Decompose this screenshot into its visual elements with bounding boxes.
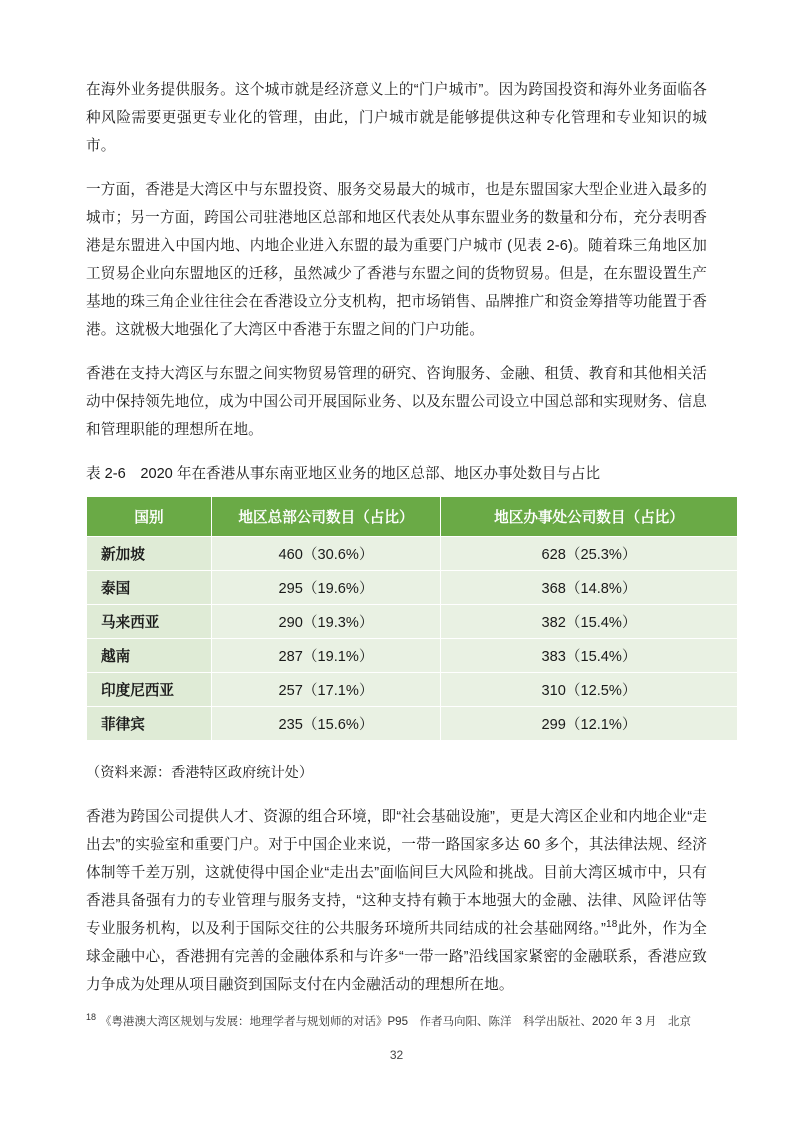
cell-office: 310（12.5%）: [441, 673, 738, 707]
table-header-hq: 地区总部公司数目（占比）: [212, 497, 441, 537]
table-header-row: [87, 497, 738, 537]
cell-country: 泰国: [87, 571, 212, 605]
cell-country: 马来西亚: [87, 605, 212, 639]
cell-office: 628（25.3%）: [441, 537, 738, 571]
footnote-block: [86, 1008, 726, 1031]
paragraph-2: 一方面，香港是大湾区中与东盟投资、服务交易最大的城市，也是东盟国家大型企业进入最多的城市；另一方面，跨国公司驻港地区总部和地区代表处从事东盟业务的数量和分布，充分表明香港是东盟进入中国内地、内地企业进入东盟的最为重要门户城市 (见表 2-6)。随着珠三角地区加工贸易企业向东盟地区的迁移，虽然减少了香港与东盟之间的货物贸易。但是，在东盟设置生产基地的珠三角企业往往会在香港设立分支机构，把市场销售、品牌推广和资金筹措等功能置于香港。这就极大地强化了大湾区中香港于东盟之间的门户功能。: [86, 182, 707, 338]
page-number: 32: [389, 1048, 404, 1062]
cell-hq: 235（15.6%）: [212, 707, 441, 741]
cell-office: 383（15.4%）: [441, 639, 738, 673]
table-row: [87, 707, 738, 741]
cell-hq: 257（17.1%）: [212, 673, 441, 707]
footnote-reference: 18: [606, 919, 618, 931]
footnote-number: 18: [86, 1012, 97, 1022]
cell-country: 菲律宾: [87, 707, 212, 741]
table-row: [87, 571, 738, 605]
paragraph-4-text-part2: 此外，作为全球金融中心，香港拥有完善的金融体系和与许多“一带一路”沿线国家紧密的金融联系，香港应致力争成为处理从项目融资到国际支付在内金融活动的理想所在地。: [86, 921, 707, 993]
paragraph-4-text-part1: 香港为跨国公司提供人才、资源的组合环境，即“社会基础设施”，更是大湾区企业和内地企业“走出去”的实验室和重要门户。对于中国企业来说，一带一路国家多达 60 多个，其法律法规、经济体制等千差万别，这就使得中国企业“走出去”面临间巨大风险和挑战。目前大湾区城市中，只有香港具备强有力的专业管理与服务支持，“这种支持有赖于本地强大的金融、法律、风险评估等专业服务机构，以及利于国际交往的公共服务环境所共同结成的社会基础网络。”: [86, 809, 707, 937]
cell-office: 382（15.4%）: [441, 605, 738, 639]
footnote-text: 《粤港澳大湾区规划与发展：地理学者与规划师的对话》P95 作者马向阳、陈洋 科学出版社、2020 年 3 月 北京: [100, 1015, 692, 1028]
table-row: [87, 639, 738, 673]
cell-office: 368（14.8%）: [441, 571, 738, 605]
table-caption: 表 2-6 2020 年在香港从事东南亚地区业务的地区总部、地区办事处数目与占比: [86, 466, 601, 482]
table-header-country: 国别: [87, 497, 212, 537]
cell-hq: 295（19.6%）: [212, 571, 441, 605]
cell-office: 299（12.1%）: [441, 707, 738, 741]
paragraph-3: 香港在支持大湾区与东盟之间实物贸易管理的研究、咨询服务、金融、租赁、教育和其他相关活动中保持领先地位，成为中国公司开展国际业务、以及东盟公司设立中国总部和实现财务、信息和管理职能的理想所在地。: [86, 366, 707, 438]
table-row: [87, 537, 738, 571]
cell-country: 印度尼西亚: [87, 673, 212, 707]
cell-hq: 287（19.1%）: [212, 639, 441, 673]
paragraph-1: 在海外业务提供服务。这个城市就是经济意义上的“门户城市”。因为跨国投资和海外业务面临各种风险需要更强更专业化的管理，由此，门户城市就是能够提供这种专化管理和专业知识的城市。: [86, 82, 707, 154]
cell-hq: 460（30.6%）: [212, 537, 441, 571]
cell-country: 越南: [87, 639, 212, 673]
table-row: [87, 605, 738, 639]
table-source-note: （资料来源：香港特区政府统计处）: [86, 765, 314, 781]
cell-hq: 290（19.3%）: [212, 605, 441, 639]
paragraph-4: [86, 803, 707, 999]
cell-country: 新加坡: [87, 537, 212, 571]
table-row: [87, 673, 738, 707]
regional-hq-table: [86, 496, 738, 741]
table-header-office: 地区办事处公司数目（占比）: [441, 497, 738, 537]
